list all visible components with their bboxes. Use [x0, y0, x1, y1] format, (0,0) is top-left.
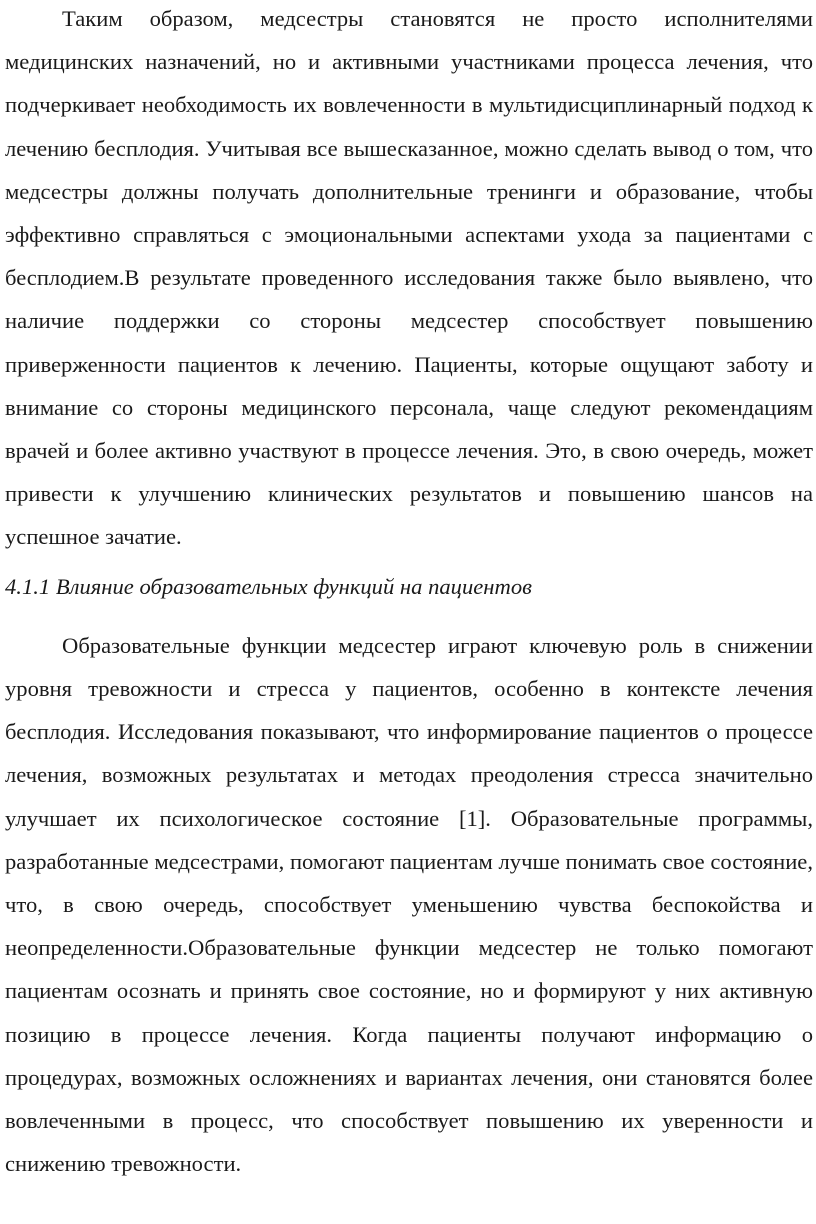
document-page — [5, 0, 813, 1185]
paragraph-1: Таким образом, медсестры становятся не просто исполнителями медицинских назначений, но и активными участниками процесса лечения, что подчеркивает необходимость их вовлеченности в мультидисциплинарный подход к лечению бесплодия. Учитывая все вышесказанное, можно сделать вывод о том, что медсестры должны получать дополнительные тренинги и образование, чтобы эффективно справляться с эмоциональными аспектами ухода за пациентами с бесплодием.В результате проведенного исследования также было выявлено, что наличие поддержки со стороны медсестер способствует повышению приверженности пациентов к лечению. Пациенты, которые ощущают заботу и внимание со стороны медицинского персонала, чаще следуют рекомендациям врачей и более активно участвуют в процессе лечения. Это, в свою очередь, может привести к улучшению клинических результатов и повышению шансов на успешное зачатие. — [5, 6, 813, 550]
paragraph-2: Образовательные функции медсестер играют ключевую роль в снижении уровня тревожности и стресса у пациентов, особенно в контексте лечения бесплодия. Исследования показывают, что информирование пациентов о процессе лечения, возможных результатах и методах преодоления стресса значительно улучшает их психологическое состояние [1]. Образовательные программы, разработанные медсестрами, помогают пациентам лучше понимать свое состояние, что, в свою очередь, способствует уменьшению чувства беспокойства и неопределенности.Образовательные функции медсестер не только помогают пациентам осознать и принять свое состояние, но и формируют у них активную позицию в процессе лечения. Когда пациенты получают информацию о процедурах, возможных осложнениях и вариантах лечения, они становятся более вовлеченными в процесс, что способствует повышению их уверенности и снижению тревожности. — [5, 632, 813, 1177]
section-heading: 4.1.1 Влияние образовательных функций на пациентов — [5, 573, 532, 599]
